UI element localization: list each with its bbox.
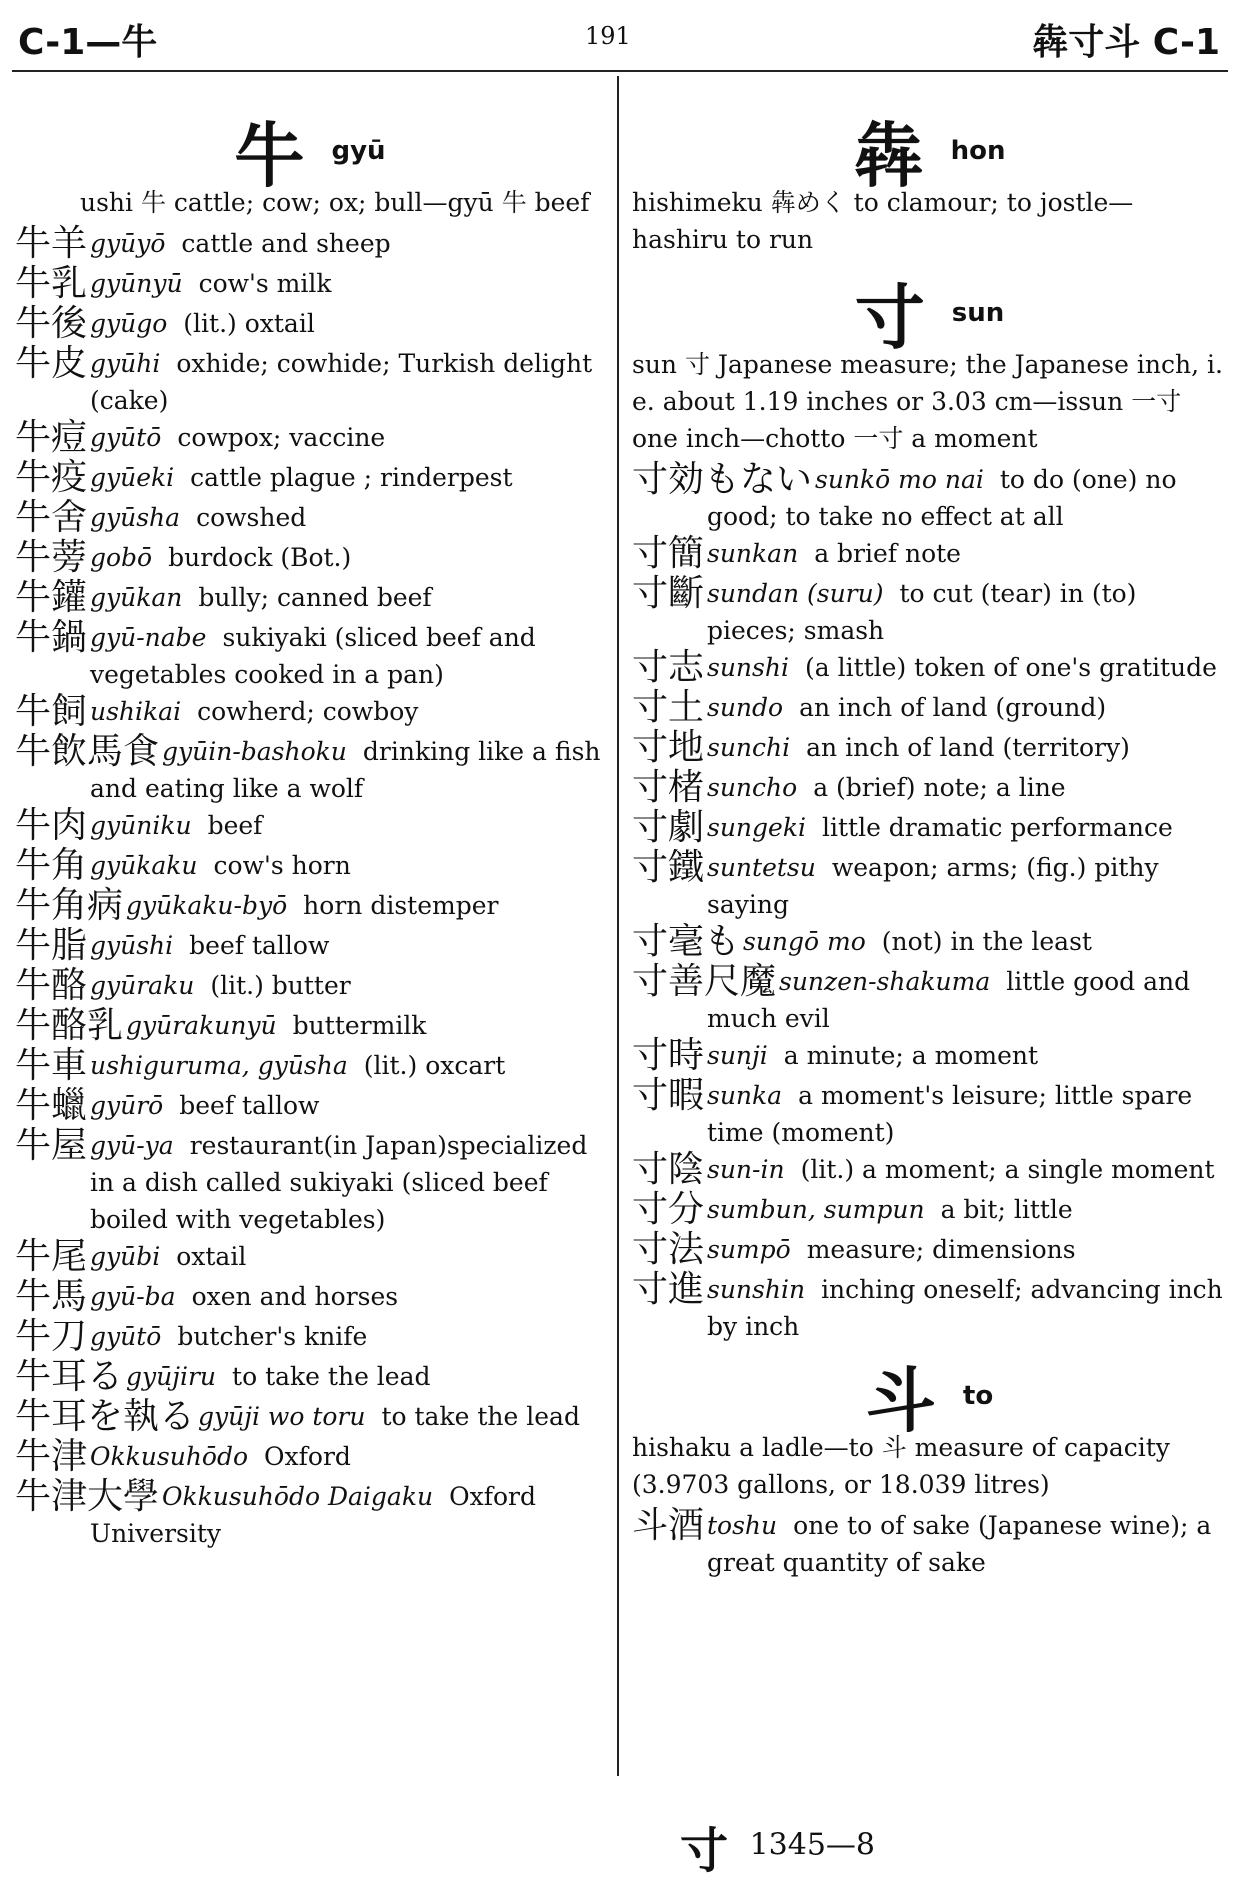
entry-definition: little good and much evil (707, 967, 1191, 1033)
entry-kanji: 牛疫 (15, 457, 88, 498)
entry-body (707, 769, 1227, 806)
entry-definition: inching oneself; advancing inch by inch (707, 1275, 1223, 1341)
entry-definition: oxtail (176, 1242, 247, 1271)
entry-reading: gyūeki (90, 463, 175, 492)
entry-body (90, 499, 605, 536)
entry-kanji: 寸土 (632, 687, 705, 728)
entry-definition: (lit.) a moment; a single moment (800, 1155, 1215, 1184)
entry-body (90, 1278, 605, 1315)
entry-reading: ushiguruma, gyūsha (90, 1051, 348, 1080)
entry-reading: sungeki (707, 813, 806, 842)
entry-body (90, 1438, 605, 1475)
entry-definition: cow's milk (198, 269, 332, 298)
entry-body (707, 689, 1227, 726)
footer-reference (680, 1812, 875, 1881)
entry-definition: Oxford University (90, 1482, 536, 1548)
entry-definition: cowshed (196, 503, 307, 532)
entry-reading: gyūkaku-byō (126, 891, 288, 920)
entry-definition: bully; canned beef (198, 583, 432, 612)
dictionary-entry (632, 1507, 1227, 1581)
dictionary-entry (15, 1278, 605, 1318)
head-kanji: 犇 (853, 114, 924, 197)
dictionary-entry (632, 1077, 1227, 1151)
entry-definition: to do (one) no good; to take no effect at all (707, 465, 1177, 531)
dictionary-entry (15, 1398, 605, 1438)
dictionary-entry (15, 1047, 605, 1087)
head-reading: hon (950, 135, 1006, 166)
entry-kanji: 寸時 (632, 1035, 705, 1076)
entry-definition: oxen and horses (191, 1282, 399, 1311)
entry-body (707, 535, 1227, 572)
entry-body (707, 809, 1227, 846)
entry-definition: a (brief) note; a line (813, 773, 1066, 802)
entry-kanji: 寸進 (632, 1269, 705, 1310)
dictionary-entry (632, 849, 1227, 923)
entry-kanji: 牛角 (15, 845, 88, 886)
entry-definition: cattle plague ; rinderpest (190, 463, 513, 492)
entry-list (632, 461, 1227, 1345)
entry-reading: gyūkan (90, 583, 183, 612)
entry-kanji: 牛角病 (15, 885, 124, 926)
dictionary-entry (15, 733, 605, 807)
dictionary-entry (15, 693, 605, 733)
entry-kanji: 牛飼 (15, 691, 88, 732)
head-kanji: 牛 (234, 114, 305, 197)
entry-reading: gyūtō (90, 1322, 162, 1351)
section-head-sun (632, 262, 1227, 359)
head-kanji: 斗 (865, 1359, 936, 1442)
dictionary-entry (15, 927, 605, 967)
entry-kanji: 牛蠟 (15, 1085, 88, 1126)
entry-kanji: 牛痘 (15, 417, 88, 458)
entry-body (90, 1127, 605, 1238)
entry-body (90, 807, 605, 844)
entry-kanji: 牛舍 (15, 497, 88, 538)
dictionary-entry (15, 345, 605, 419)
entry-definition: beef tallow (189, 931, 330, 960)
dictionary-entry (632, 769, 1227, 809)
entry-body (90, 927, 605, 964)
entry-reading: gyū-ya (90, 1131, 174, 1160)
entry-kanji: 牛脂 (15, 925, 88, 966)
entry-body (707, 1077, 1227, 1151)
entry-kanji: 牛鍋 (15, 617, 88, 658)
dictionary-entry (632, 1271, 1227, 1345)
entry-reading: sunshin (707, 1275, 806, 1304)
entry-body (90, 693, 605, 730)
entry-body (90, 887, 605, 924)
entry-body (90, 1047, 605, 1084)
dictionary-entry (632, 729, 1227, 769)
entry-reading: sunji (707, 1041, 768, 1070)
entry-list (632, 1507, 1227, 1581)
entry-reading: toshu (707, 1511, 778, 1540)
entry-kanji: 牛津 (15, 1436, 88, 1477)
section-intro: sun 寸 Japanese measure; the Japanese inch, i. e. about 1.19 inches or 3.03 cm—issun 一寸 one inch—chotto 一寸 a moment (632, 350, 1223, 453)
entry-body (90, 539, 605, 576)
entry-body (90, 1358, 605, 1395)
entry-kanji: 牛皮 (15, 343, 88, 384)
entry-kanji: 寸簡 (632, 533, 705, 574)
entry-definition: (lit.) oxcart (363, 1051, 506, 1080)
entry-definition: cowpox; vaccine (177, 423, 386, 452)
dictionary-entry (15, 305, 605, 345)
entry-definition: beef (207, 811, 263, 840)
entry-kanji: 牛飲馬食 (15, 731, 160, 772)
entry-reading: sunzen-shakuma (779, 967, 991, 996)
dictionary-entry (15, 1478, 605, 1552)
entry-reading: sunshi (707, 653, 789, 682)
entry-body (90, 265, 605, 302)
entry-definition: (lit.) oxtail (183, 309, 315, 338)
dictionary-entry (15, 1438, 605, 1478)
entry-body (90, 1087, 605, 1124)
entry-kanji: 寸地 (632, 727, 705, 768)
entry-reading: gyūhi (90, 349, 161, 378)
dictionary-entry (15, 807, 605, 847)
entry-body (90, 225, 605, 262)
entry-definition: to take the lead (381, 1402, 580, 1431)
entry-kanji: 牛酪乳 (15, 1005, 124, 1046)
section-head-hon (632, 100, 1227, 197)
entry-definition: measure; dimensions (806, 1235, 1076, 1264)
entry-reading: gyūjiru (126, 1362, 217, 1391)
section-intro: hishaku a ladle—to 斗 measure of capacity (3.9703 gallons, or 18.039 litres) (632, 1433, 1170, 1499)
section-head-gyu (15, 100, 605, 197)
header-right-ref: 犇寸斗 C-1 (1032, 22, 1220, 63)
entry-reading: gyūyō (90, 229, 166, 258)
entry-reading: gyūnyū (90, 269, 183, 298)
entry-body (90, 305, 605, 342)
entry-body (707, 1271, 1227, 1345)
entry-body (90, 419, 605, 456)
dictionary-entry (632, 575, 1227, 649)
entry-body (707, 849, 1227, 923)
entry-definition: (a little) token of one's gratitude (804, 653, 1217, 682)
entry-definition: to cut (tear) in (to) pieces; smash (707, 579, 1137, 645)
head-reading: to (962, 1380, 994, 1411)
dictionary-entry (15, 1238, 605, 1278)
entry-body (707, 1231, 1227, 1268)
entry-reading: gyūgo (90, 309, 168, 338)
section-head-to (632, 1345, 1227, 1442)
entry-kanji: 寸劇 (632, 807, 705, 848)
entry-definition: sukiyaki (sliced beef and vegetables cooked in a pan) (90, 623, 536, 689)
entry-kanji: 牛車 (15, 1045, 88, 1086)
entry-kanji: 牛肉 (15, 805, 88, 846)
entry-reading: gyūji wo toru (198, 1402, 366, 1431)
entry-body (90, 579, 605, 616)
dictionary-entry (15, 1318, 605, 1358)
entry-definition: (not) in the least (881, 927, 1092, 956)
entry-definition: butcher's knife (177, 1322, 368, 1351)
dictionary-entry (15, 847, 605, 887)
entry-body (90, 619, 605, 693)
entry-kanji: 寸志 (632, 647, 705, 688)
entry-reading: gyūniku (90, 811, 192, 840)
head-reading: sun (951, 297, 1005, 328)
dictionary-entry (15, 459, 605, 499)
dictionary-entry (632, 461, 1227, 535)
entry-reading: Okkusuhōdo (90, 1442, 249, 1471)
footer-ref-number: 1345—8 (749, 1827, 875, 1863)
entry-reading: gyūraku (90, 971, 195, 1000)
entry-definition: (lit.) butter (210, 971, 351, 1000)
dictionary-entry (15, 499, 605, 539)
entry-kanji: 寸暇 (632, 1075, 705, 1116)
dictionary-entry (15, 265, 605, 305)
entry-kanji: 斗酒 (632, 1505, 705, 1546)
entry-kanji: 牛耳る (15, 1356, 124, 1397)
dictionary-entry (15, 887, 605, 927)
entry-kanji: 牛鑵 (15, 577, 88, 618)
head-kanji: 寸 (854, 276, 925, 359)
dictionary-entry (15, 967, 605, 1007)
entry-definition: a brief note (814, 539, 961, 568)
entry-definition: weapon; arms; (fig.) pithy saying (707, 853, 1159, 919)
dictionary-entry (15, 225, 605, 265)
dictionary-entry (632, 1151, 1227, 1191)
dictionary-entry (15, 1127, 605, 1238)
entry-body (707, 649, 1227, 686)
entry-body (707, 1037, 1227, 1074)
footer-kanji: 寸 (680, 1823, 729, 1879)
entry-reading: gyūsha (90, 503, 181, 532)
entry-definition: a bit; little (940, 1195, 1073, 1224)
entry-body (90, 1318, 605, 1355)
entry-reading: gyūkaku (90, 851, 198, 880)
entry-kanji: 牛酪 (15, 965, 88, 1006)
entry-reading: sundo (707, 693, 784, 722)
entry-body (707, 1507, 1227, 1581)
entry-kanji: 牛蒡 (15, 537, 88, 578)
entry-definition: cattle and sheep (181, 229, 391, 258)
entry-kanji: 寸毫も (632, 921, 741, 962)
dictionary-entry (632, 1191, 1227, 1231)
entry-definition: restaurant(in Japan)specialized in a dish called sukiyaki (sliced beef boiled with vegetables) (90, 1131, 588, 1234)
entry-body (707, 1151, 1227, 1188)
entry-kanji: 牛刀 (15, 1316, 88, 1357)
entry-reading: ushikai (90, 697, 182, 726)
left-column (15, 100, 605, 1552)
entry-reading: gyūrō (90, 1091, 164, 1120)
entry-reading: sungō mo (743, 927, 866, 956)
dictionary-entry (15, 619, 605, 693)
entry-definition: cowherd; cowboy (197, 697, 419, 726)
entry-kanji: 寸法 (632, 1229, 705, 1270)
header-rule (12, 70, 1228, 72)
dictionary-entry (632, 1037, 1227, 1077)
entry-definition: an inch of land (ground) (799, 693, 1107, 722)
entry-kanji: 寸斷 (632, 573, 705, 614)
entry-kanji: 牛羊 (15, 223, 88, 264)
section-intro: hishimeku 犇めく to clamour; to jostle—hashiru to run (632, 188, 1134, 254)
section-intro: ushi 牛 cattle; cow; ox; bull—gyū 牛 beef (80, 188, 590, 217)
entry-kanji: 牛馬 (15, 1276, 88, 1317)
dictionary-entry (632, 809, 1227, 849)
entry-reading: gyū-ba (90, 1282, 176, 1311)
entry-reading: sunkan (707, 539, 799, 568)
entry-body (707, 963, 1227, 1037)
entry-kanji: 牛乳 (15, 263, 88, 304)
entry-body (707, 923, 1227, 960)
entry-kanji: 牛屋 (15, 1125, 88, 1166)
entry-definition: beef tallow (179, 1091, 320, 1120)
entry-definition: horn distemper (303, 891, 499, 920)
dictionary-entry (632, 923, 1227, 963)
entry-reading: sunka (707, 1081, 783, 1110)
dictionary-entry (15, 1007, 605, 1047)
entry-body (90, 1238, 605, 1275)
dictionary-entry (632, 649, 1227, 689)
entry-definition: oxhide; cowhide; Turkish delight (cake) (90, 349, 593, 415)
entry-body (90, 1478, 605, 1552)
entry-reading: sumbun, sumpun (707, 1195, 925, 1224)
entry-reading: sunchi (707, 733, 791, 762)
dictionary-entry (15, 539, 605, 579)
entry-kanji: 牛尾 (15, 1236, 88, 1277)
dictionary-entry (15, 579, 605, 619)
entry-body (90, 345, 605, 419)
entry-definition: an inch of land (territory) (806, 733, 1130, 762)
entry-body (707, 729, 1227, 766)
entry-definition: a minute; a moment (783, 1041, 1039, 1070)
entry-reading: suncho (707, 773, 798, 802)
entry-body (90, 733, 605, 807)
entry-body (90, 1007, 605, 1044)
entry-reading: sumpō (707, 1235, 791, 1264)
head-reading: gyū (331, 135, 386, 166)
entry-body (90, 967, 605, 1004)
header-left-ref: C-1—牛 (18, 22, 158, 63)
entry-reading: gyūrakunyū (126, 1011, 277, 1040)
entry-definition: to take the lead (232, 1362, 431, 1391)
entry-reading: suntetsu (707, 853, 816, 882)
entry-kanji: 寸陰 (632, 1149, 705, 1190)
dictionary-entry (15, 419, 605, 459)
entry-kanji: 牛耳を執る (15, 1396, 196, 1437)
entry-definition: a moment's leisure; little spare time (moment) (707, 1081, 1193, 1147)
entry-reading: gyūbi (90, 1242, 161, 1271)
entry-kanji: 牛後 (15, 303, 88, 344)
entry-definition: drinking like a fish and eating like a wolf (90, 737, 601, 803)
entry-reading: gyūin-bashoku (162, 737, 347, 766)
dictionary-entry (632, 963, 1227, 1037)
dictionary-entry (632, 1231, 1227, 1271)
entry-list (15, 225, 605, 1552)
entry-kanji: 寸分 (632, 1189, 705, 1230)
entry-definition: cow's horn (213, 851, 351, 880)
entry-definition: little dramatic performance (821, 813, 1173, 842)
right-column (632, 100, 1227, 1581)
entry-reading: gyūtō (90, 423, 162, 452)
dictionary-entry (15, 1358, 605, 1398)
dictionary-entry (632, 689, 1227, 729)
entry-definition: buttermilk (292, 1011, 427, 1040)
entry-body (90, 459, 605, 496)
entry-body (90, 847, 605, 884)
entry-definition: burdock (Bot.) (168, 543, 352, 572)
entry-reading: gobō (90, 543, 153, 572)
entry-definition: one to of sake (Japanese wine); a great quantity of sake (707, 1511, 1212, 1577)
entry-body (707, 1191, 1227, 1228)
entry-reading: sundan (suru) (707, 579, 884, 608)
dictionary-entry (632, 535, 1227, 575)
entry-reading: sun-in (707, 1155, 785, 1184)
entry-reading: sunkō mo nai (815, 465, 984, 494)
entry-kanji: 寸善尺魔 (632, 961, 777, 1002)
entry-kanji: 牛津大學 (15, 1476, 160, 1517)
entry-body (707, 575, 1227, 649)
entry-reading: gyū-nabe (90, 623, 207, 652)
column-divider (617, 76, 619, 1776)
entry-kanji: 寸鐵 (632, 847, 705, 888)
entry-reading: Okkusuhōdo Daigaku (162, 1482, 434, 1511)
entry-definition: Oxford (264, 1442, 351, 1471)
dictionary-entry (15, 1087, 605, 1127)
entry-reading: gyūshi (90, 931, 174, 960)
entry-kanji: 寸楮 (632, 767, 705, 808)
page-number: 191 (585, 22, 631, 50)
entry-kanji: 寸効もない (632, 459, 813, 500)
